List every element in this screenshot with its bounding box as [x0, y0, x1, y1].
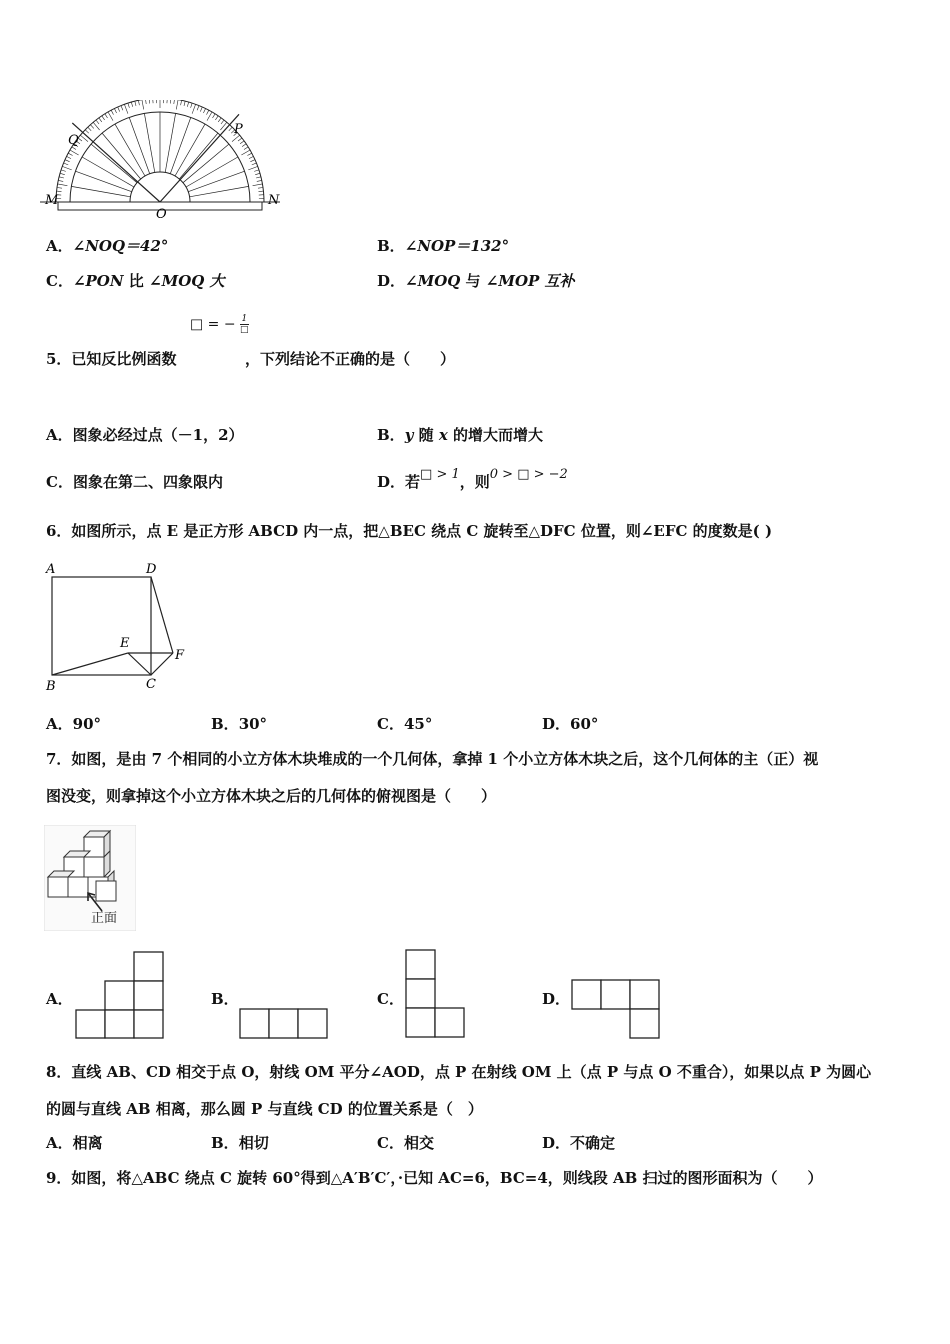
tick-mark [60, 173, 65, 174]
tick-mark [215, 116, 218, 120]
tick-mark [108, 112, 113, 121]
q6-option-a: A．90° [46, 715, 102, 733]
tick-mark [256, 177, 261, 178]
q8-option-d: D．不确定 [542, 1134, 616, 1152]
label-e: E [120, 636, 130, 651]
tick-mark [58, 180, 63, 181]
tick-mark [213, 114, 216, 118]
tick-mark [258, 188, 263, 189]
q7-option-b-view [236, 1006, 330, 1040]
label-d: D [146, 562, 157, 577]
q7-option-b-letter: B． [211, 990, 239, 1008]
label-q: Q [68, 133, 79, 148]
tick-mark [67, 156, 72, 158]
label-a: A [46, 562, 56, 577]
tick-mark [181, 100, 182, 105]
tick-mark [229, 127, 232, 131]
tick-mark [58, 184, 68, 186]
tick-mark [57, 191, 62, 192]
tick-mark [142, 100, 144, 109]
q9-stem: 9．如图，将△ABC 绕点 C 旋转 60°得到△A′B′C′，·已知 AC=6，BC=4，则线段 AB 扫过的图形面积为（ ） [46, 1169, 823, 1187]
tick-mark [187, 102, 188, 107]
tick-mark [146, 100, 147, 104]
label-p: P [234, 122, 243, 137]
tick-mark [191, 103, 193, 108]
tick-mark [62, 166, 71, 170]
protractor-figure [40, 100, 290, 225]
tick-mark [203, 109, 205, 114]
tick-mark [65, 160, 70, 162]
tick-mark [99, 118, 102, 122]
tick-mark [68, 153, 72, 155]
tick-mark [242, 144, 246, 147]
tick-mark [221, 120, 224, 124]
q7-option-c-letter: C． [377, 990, 404, 1008]
tick-mark [197, 106, 199, 111]
q8-stem-line1: 8．直线 AB、CD 相交于点 O，射线 OM 平分∠AOD，点 P 在射线 OM 上（点 P 与点 O 不重合），如果以点 P 为圆心 [46, 1063, 872, 1081]
q4-option-d: D．∠MOQ 与 ∠MOP 互补 [377, 272, 575, 290]
segment-df [151, 577, 173, 653]
q5-option-d: D．若□ > 1，则0 > □ > −2 [377, 467, 568, 491]
tick-mark [238, 138, 242, 141]
tick-mark [174, 100, 175, 104]
tick-mark [114, 109, 116, 114]
front-label: 正面 [91, 911, 118, 926]
tick-mark [90, 125, 93, 129]
q6-option-d: D．60° [542, 715, 599, 733]
segment-fc [151, 653, 173, 675]
q8-option-b: B．相切 [211, 1134, 269, 1152]
tick-mark [102, 116, 105, 120]
tick-mark [57, 188, 62, 189]
tick-mark [176, 100, 178, 109]
q7-option-d-view [568, 978, 664, 1040]
q5-option-a: A．图象必经过点（－1，2） [46, 426, 244, 444]
tick-mark [88, 127, 91, 131]
tick-mark [96, 120, 99, 124]
tick-mark [250, 160, 255, 162]
tick-mark [111, 110, 113, 114]
label-n: N [268, 193, 280, 208]
tick-mark [253, 184, 263, 186]
q8-option-c: C．相交 [377, 1134, 434, 1152]
tick-mark [70, 150, 79, 155]
tick-mark [252, 163, 257, 165]
tick-mark [240, 141, 244, 144]
tick-mark [118, 107, 120, 112]
tick-mark [59, 177, 64, 178]
label-m: M [45, 193, 59, 208]
tick-mark [207, 112, 212, 121]
tick-mark [149, 100, 150, 104]
tick-mark [241, 150, 250, 155]
tick-mark [85, 130, 89, 133]
tick-mark [192, 104, 196, 113]
tick-mark [218, 118, 221, 122]
q8-option-a: A．相离 [46, 1134, 103, 1152]
label-b: B [46, 679, 56, 694]
q5-option-c: C．图象在第二、四象限内 [46, 473, 223, 491]
label-f: F [175, 648, 185, 663]
segment-be [52, 653, 128, 675]
cube-stack-figure [44, 825, 136, 931]
tick-mark [121, 106, 123, 111]
q8-stem-line2: 的圆与直线 AB 相离，那么圆 P 与直线 CD 的位置关系是（ ） [46, 1100, 483, 1118]
q6-stem: 6．如图所示，点 E 是正方形 ABCD 内一点，把△BEC 绕点 C 旋转至△DFC 位置，则∠EFC 的度数是( ) [46, 522, 773, 540]
q7-option-d-letter: D． [542, 990, 571, 1008]
q7-option-a-view [72, 950, 166, 1040]
q5-formula: □ = − 1 □ [190, 314, 249, 335]
q6-option-c: C．45° [377, 715, 433, 733]
segment-ec [128, 653, 151, 675]
tick-mark [255, 173, 260, 174]
tick-mark [138, 100, 139, 105]
tick-mark [248, 166, 257, 170]
q4-option-a: A．∠NOQ＝42° [46, 237, 169, 255]
tick-mark [207, 110, 209, 114]
tick-mark [105, 114, 108, 118]
tick-mark [200, 107, 202, 112]
tick-mark [247, 153, 251, 155]
q7-stem-line2: 图没变，则拿掉这个小立方体木块之后的几何体的俯视图是（ ） [46, 787, 497, 805]
label-c: C [146, 677, 156, 692]
tick-mark [128, 103, 129, 108]
tick-mark [135, 101, 136, 106]
tick-mark [61, 170, 66, 172]
tick-mark [249, 156, 254, 158]
tick-mark [184, 101, 185, 106]
tick-mark [170, 100, 171, 104]
ray-oq [72, 123, 160, 202]
q5-stem-pre: 5．已知反比例函数 [46, 350, 177, 368]
square-figure [40, 558, 200, 698]
q7-option-a-letter: A． [46, 990, 73, 1008]
tick-mark [124, 104, 128, 113]
q5-stem-post: ，下列结论不正确的是（ ） [245, 350, 456, 368]
q7-option-c-view [403, 948, 469, 1040]
tick-mark [131, 102, 132, 107]
tick-mark [254, 170, 259, 172]
label-o: O [156, 207, 167, 222]
tick-mark [244, 147, 248, 150]
tick-mark [257, 180, 262, 181]
q4-option-c: C．∠PON 比 ∠MOQ 大 [46, 272, 225, 290]
ray-op [160, 114, 239, 202]
tick-mark [259, 191, 264, 192]
q7-stem-line1: 7．如图，是由 7 个相同的小立方体木块堆成的一个几何体，拿掉 1 个小立方体木块之后，这个几何体的主（正）视 [46, 750, 819, 768]
q5-option-b: B．y 随 x 的增大而增大 [377, 426, 544, 444]
q4-option-b: B．∠NOP＝132° [377, 237, 510, 255]
tick-mark [64, 163, 69, 165]
q6-option-b: B．30° [211, 715, 268, 733]
